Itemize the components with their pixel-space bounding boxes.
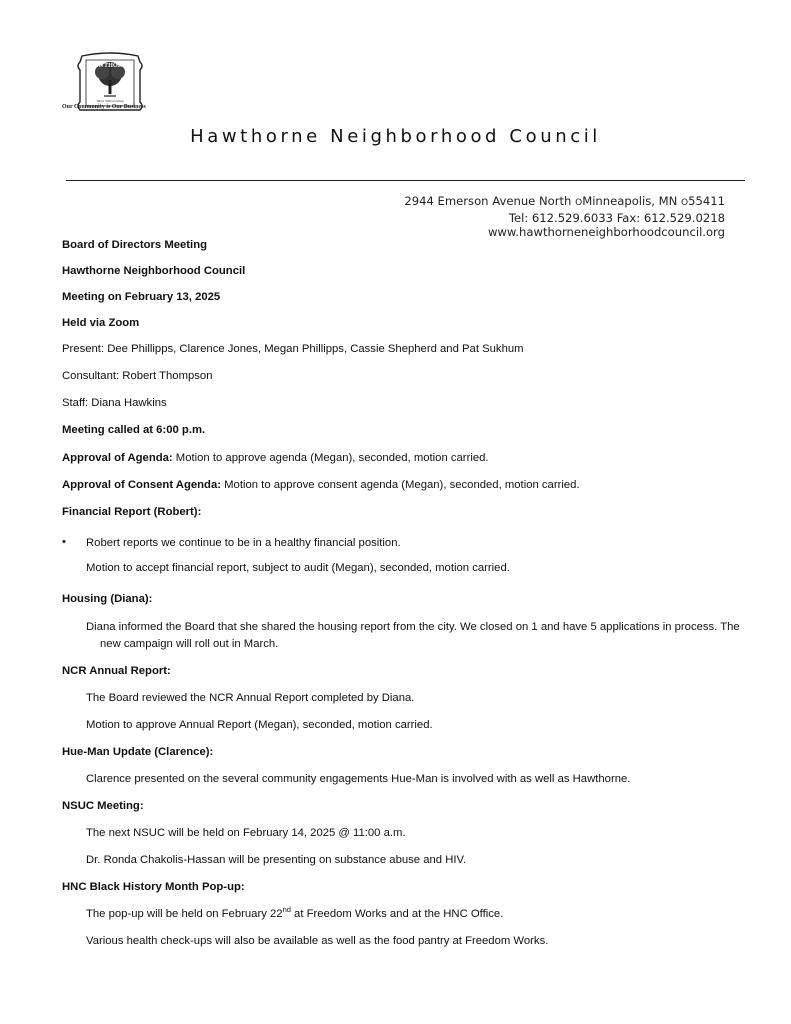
popup-services: Various health check-ups will also be available as well as the food pantry at Freedom Works. xyxy=(86,935,549,947)
popup-date-post: at Freedom Works and at the HNC Office. xyxy=(290,908,504,920)
meeting-called: Meeting called at 6:00 p.m. xyxy=(62,424,206,436)
popup-date-pre: The pop-up will be held on February 22 xyxy=(86,908,283,920)
consent-approval xyxy=(62,479,580,491)
meeting-org: Hawthorne Neighborhood Council xyxy=(62,265,246,277)
logo-motto: We're Still Growing xyxy=(96,99,124,103)
housing-heading: Housing (Diana): xyxy=(62,593,153,605)
nsuc-heading: NSUC Meeting: xyxy=(62,800,144,812)
zip: 55411 xyxy=(688,194,725,208)
nsuc-presenter: Dr. Ronda Chakolis-Hassan will be presenting on substance abuse and HIV. xyxy=(86,854,467,866)
header-divider xyxy=(66,180,745,181)
bullet-icon: • xyxy=(62,536,66,548)
nsuc-date: The next NSUC will be held on February 14, 2025 @ 11:00 a.m. xyxy=(86,827,406,839)
ncr-item: The Board reviewed the NCR Annual Report completed by Diana. xyxy=(86,692,415,704)
meeting-venue: Held via Zoom xyxy=(62,317,140,329)
page-title: Hawthorne Neighborhood Council xyxy=(190,126,601,147)
agenda-approval xyxy=(62,452,489,464)
consultant: Consultant: Robert Thompson xyxy=(62,370,213,382)
ncr-heading: NCR Annual Report: xyxy=(62,665,171,677)
meeting-heading: Board of Directors Meeting xyxy=(62,239,207,251)
consent-label: Approval of Consent Agenda: xyxy=(62,479,221,491)
meeting-date: Meeting on February 13, 2025 xyxy=(62,291,221,303)
logo-org-name: HAWTHORNE xyxy=(89,62,131,69)
attendees-present: Present: Dee Phillipps, Clarence Jones, Megan Phillipps, Cassie Shepherd and Pat Sukhum xyxy=(62,343,524,355)
popup-heading: HNC Black History Month Pop-up: xyxy=(62,881,245,893)
agenda-label: Approval of Agenda: xyxy=(62,452,173,464)
hueman-heading: Hue-Man Update (Clarence): xyxy=(62,746,214,758)
consent-text: Motion to approve consent agenda (Megan), seconded, motion carried. xyxy=(221,479,580,491)
phone-fax-line: Tel: 612.529.6033 Fax: 612.529.0218 xyxy=(508,210,725,225)
address-block xyxy=(404,194,725,240)
popup-date xyxy=(86,905,504,920)
financial-heading: Financial Report (Robert): xyxy=(62,506,202,518)
website-link[interactable]: www.hawthorneneighborhoodcouncil.org xyxy=(487,225,725,239)
street: 2944 Emerson Avenue North xyxy=(404,194,572,208)
financial-item: Robert reports we continue to be in a healthy financial position. xyxy=(86,537,401,549)
hueman-text: Clarence presented on the several community engagements Hue-Man is involved with as well as Hawthorne. xyxy=(86,773,631,785)
address-line xyxy=(404,194,725,211)
staff: Staff: Diana Hawkins xyxy=(62,397,167,409)
financial-motion: Motion to accept financial report, subject to audit (Megan), seconded, motion carried. xyxy=(86,562,510,574)
separator-mark: O xyxy=(681,198,689,208)
logo-tagline: Our Community is Our Business xyxy=(62,104,146,110)
housing-text: Diana informed the Board that she shared the housing report from the city. We closed on 1 and have 5 applications in process. The new campaign will roll out in March. xyxy=(86,621,740,650)
separator-mark: O xyxy=(575,198,583,208)
agenda-text: Motion to approve agenda (Megan), seconded, motion carried. xyxy=(172,452,489,464)
popup-date-sup: nd xyxy=(282,905,291,915)
ncr-motion: Motion to approve Annual Report (Megan), seconded, motion carried. xyxy=(86,719,433,731)
city: Minneapolis, MN xyxy=(582,194,678,208)
